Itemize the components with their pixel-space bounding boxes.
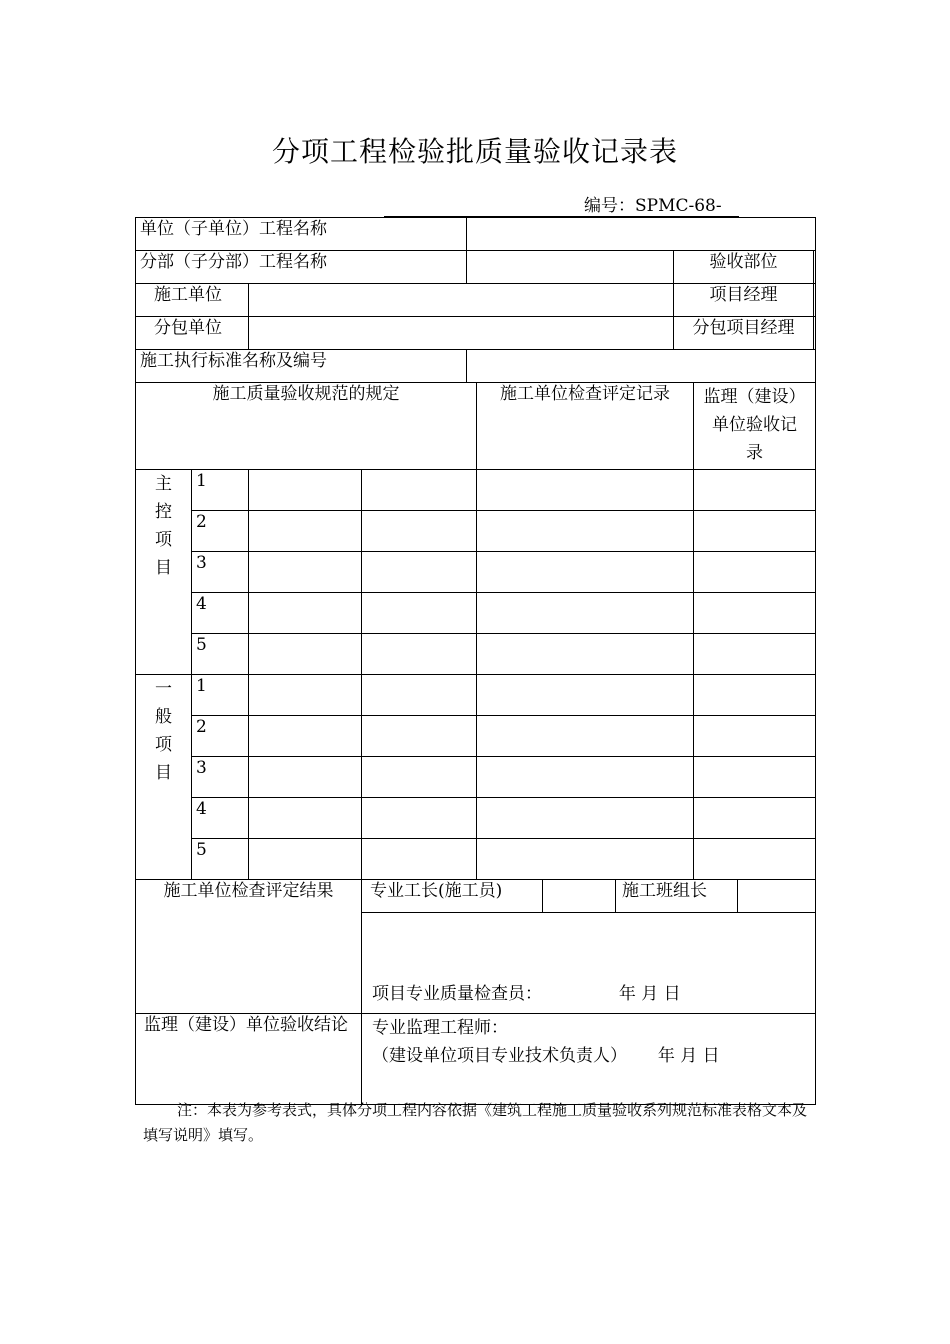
project-manager-label: 项目经理 <box>674 284 814 316</box>
standard-name-label: 施工执行标准名称及编号 <box>136 350 467 383</box>
main-item-spec[interactable] <box>249 552 362 593</box>
main-item-check-record[interactable] <box>477 552 694 593</box>
general-item-spec[interactable] <box>249 757 362 798</box>
general-item-spec-detail[interactable] <box>362 839 477 880</box>
subcontract-unit-value[interactable] <box>249 317 674 350</box>
main-item-supervisor-record[interactable] <box>694 552 816 593</box>
main-item-spec-detail[interactable] <box>362 470 477 511</box>
construction-unit-label: 施工单位 <box>136 284 249 317</box>
main-item-spec[interactable] <box>249 634 362 675</box>
general-item-spec-detail[interactable] <box>362 675 477 716</box>
document-number-field[interactable] <box>384 196 739 217</box>
main-item-check-record[interactable] <box>477 511 694 552</box>
general-item-supervisor-record[interactable] <box>694 839 816 880</box>
main-item-spec[interactable] <box>249 470 362 511</box>
general-item-spec-detail[interactable] <box>362 798 477 839</box>
standard-name-value[interactable] <box>467 350 816 383</box>
foreman-value[interactable] <box>543 880 616 912</box>
general-item-check-record[interactable] <box>477 757 694 798</box>
main-item-spec[interactable] <box>249 511 362 552</box>
tech-lead-label: （建设单位项目专业技术负责人） <box>372 1046 627 1066</box>
subcontract-unit-label: 分包单位 <box>136 317 249 350</box>
general-item-number: 5 <box>192 839 249 880</box>
general-item-supervisor-record[interactable] <box>694 716 816 757</box>
construction-unit-value[interactable] <box>249 284 674 317</box>
main-item-supervisor-record[interactable] <box>694 470 816 511</box>
main-item-check-record[interactable] <box>477 470 694 511</box>
general-item-spec[interactable] <box>249 839 362 880</box>
sub-project-name-value[interactable] <box>467 251 674 284</box>
acceptance-part-value[interactable] <box>814 251 815 283</box>
general-item-spec[interactable] <box>249 798 362 839</box>
general-item-supervisor-record[interactable] <box>694 675 816 716</box>
unit-check-record-header: 施工单位检查评定记录 <box>477 383 694 470</box>
main-item-number: 3 <box>192 552 249 593</box>
general-item-spec-detail[interactable] <box>362 757 477 798</box>
main-item-spec-detail[interactable] <box>362 552 477 593</box>
conclusion-date: 年 月 日 <box>657 1046 720 1066</box>
general-item-spec-detail[interactable] <box>362 716 477 757</box>
main-item-supervisor-record[interactable] <box>694 511 816 552</box>
main-item-spec-detail[interactable] <box>362 634 477 675</box>
main-item-spec-detail[interactable] <box>362 593 477 634</box>
main-item-spec-detail[interactable] <box>362 511 477 552</box>
unit-project-name-value[interactable] <box>467 218 816 251</box>
supervisor-record-header: 监理（建设） 单位验收记 录 <box>694 383 816 470</box>
supervisor-engineer-label: 专业监理工程师： <box>372 1018 508 1038</box>
general-item-number: 3 <box>192 757 249 798</box>
spec-rules-header: 施工质量验收规范的规定 <box>136 383 477 470</box>
main-item-supervisor-record[interactable] <box>694 634 816 675</box>
main-items-label: 主 控 项 目 <box>136 470 192 675</box>
page-title: 分项工程检验批质量验收记录表 <box>271 135 678 168</box>
unit-check-result-label: 施工单位检查评定结果 <box>136 880 362 1014</box>
inspection-form-table <box>135 217 816 1105</box>
subcontract-pm-label: 分包项目经理 <box>674 317 814 349</box>
general-item-number: 4 <box>192 798 249 839</box>
project-manager-value[interactable] <box>814 284 815 316</box>
unit-check-result-value[interactable] <box>362 913 816 1014</box>
team-leader-value[interactable] <box>738 880 815 912</box>
acceptance-part-label: 验收部位 <box>674 251 814 283</box>
sub-project-name-label: 分部（子分部）工程名称 <box>136 251 467 284</box>
general-item-supervisor-record[interactable] <box>694 757 816 798</box>
main-item-supervisor-record[interactable] <box>694 593 816 634</box>
main-item-number: 5 <box>192 634 249 675</box>
main-item-check-record[interactable] <box>477 593 694 634</box>
general-item-number: 2 <box>192 716 249 757</box>
result-date: 年 月 日 <box>618 984 681 1004</box>
main-item-spec[interactable] <box>249 593 362 634</box>
document-number-label: 编号：SPMC-68- <box>584 196 722 216</box>
general-item-number: 1 <box>192 675 249 716</box>
general-item-check-record[interactable] <box>477 716 694 757</box>
general-items-label: 一 般 项 目 <box>136 675 192 880</box>
main-item-number: 2 <box>192 511 249 552</box>
supervisor-conclusion-label: 监理（建设）单位验收结论 <box>136 1014 362 1105</box>
footnote: 注：本表为参考表式，具体分项工程内容依据《建筑工程施工质量验收系列规范标准表格文本及填写说明》填写。 <box>143 1101 808 1144</box>
general-item-check-record[interactable] <box>477 798 694 839</box>
supervisor-conclusion-value[interactable] <box>362 1014 816 1105</box>
general-item-check-record[interactable] <box>477 675 694 716</box>
team-leader-label: 施工班组长 <box>616 880 738 912</box>
main-item-check-record[interactable] <box>477 634 694 675</box>
main-item-number: 4 <box>192 593 249 634</box>
foreman-label: 专业工长(施工员) <box>362 880 543 912</box>
general-item-spec[interactable] <box>249 716 362 757</box>
general-item-supervisor-record[interactable] <box>694 798 816 839</box>
main-item-number: 1 <box>192 470 249 511</box>
general-item-spec[interactable] <box>249 675 362 716</box>
general-item-check-record[interactable] <box>477 839 694 880</box>
subcontract-pm-value[interactable] <box>814 317 815 349</box>
unit-project-name-label: 单位（子单位）工程名称 <box>136 218 467 251</box>
inspector-label: 项目专业质量检查员： <box>372 984 542 1004</box>
